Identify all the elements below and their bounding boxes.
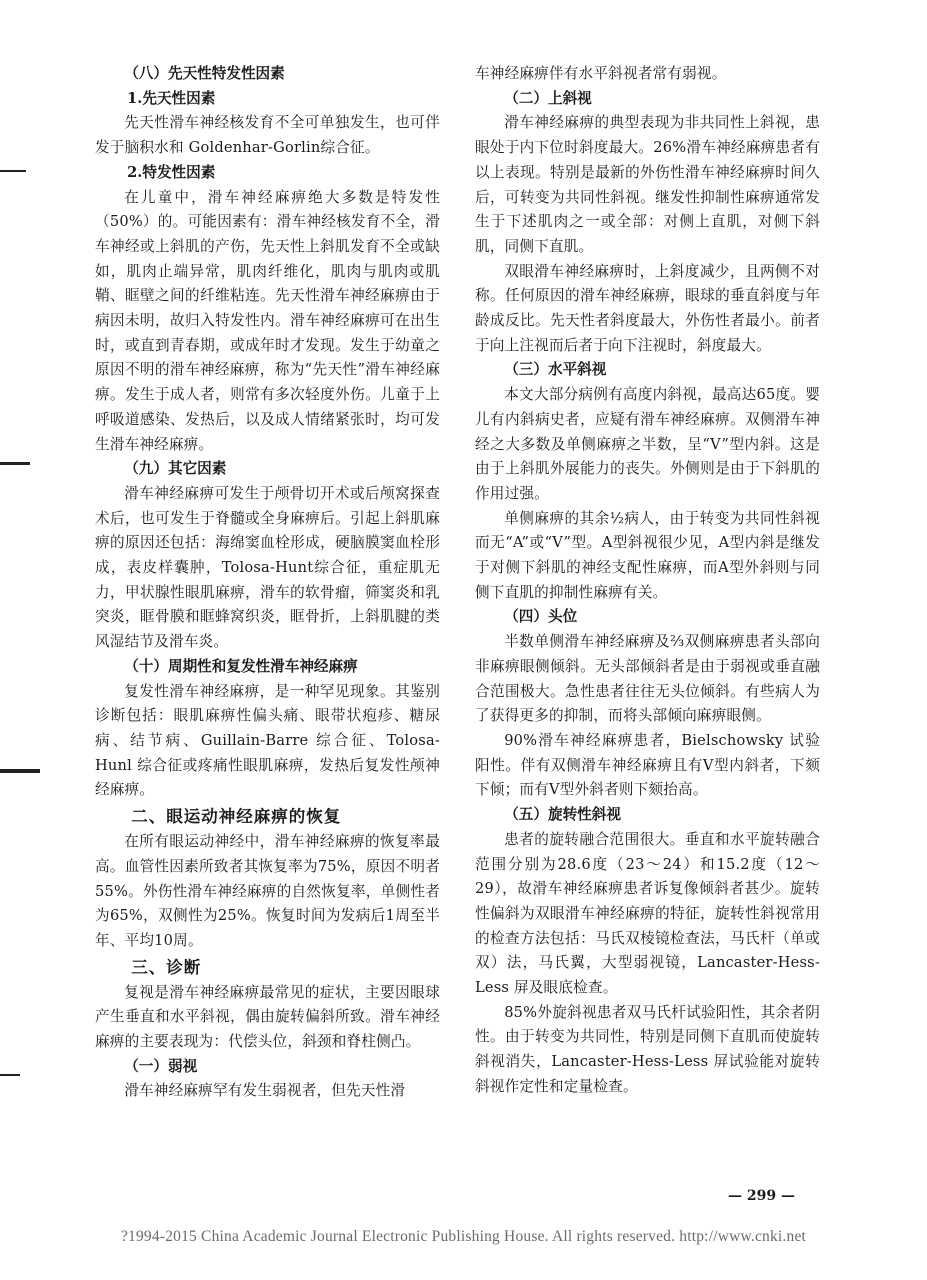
scan-margin-mark [0, 769, 40, 773]
subheading-congenital: 1.先天性因素 [127, 89, 216, 107]
paragraph-hypertropia-2: 双眼滑车神经麻痹时，上斜度减少，且两侧不对称。任何原因的滑车神经麻痹，眼球的垂直斜度与年龄成反比。先天性者斜度最大，外伤性者最小。前者于向上注视而后者于向下注视时，斜度最大。 [475, 262, 820, 354]
paragraph-recurrent: 复发性滑车神经麻痹，是一种罕见现象。其鉴别诊断包括：眼肌麻痹性偏头痛、眼带状疱疹、糖尿病、结节病、Guillain-Barre 综合征、Tolosa-Hunl 综合征或疼痛性眼肌麻痹，发热后复发性颅神经麻痹。 [95, 682, 440, 799]
section-diagnosis: 三、诊断 [131, 957, 202, 977]
paragraph-amblyopia-cont: 车神经麻痹伴有水平斜视者常有弱视。 [475, 65, 727, 82]
paragraph-head-position-1: 半数单侧滑车神经麻痹及⅔双侧麻痹患者头部向非麻痹眼侧倾斜。无头部倾斜者是由于弱视或垂直融合范围极大。急性患者往往无头位倾斜。有些病人为了获得更多的抑制，而将头部倾向麻痹眼侧。 [475, 633, 820, 725]
heading-other-factors: （九）其它因素 [124, 460, 227, 478]
paragraph-torsional-1: 患者的旋转融合范围很大。垂直和水平旋转融合范围分别为28.6度（23～24）和15.2度（12～29），故滑车神经麻痹患者诉复像倾斜者甚少。旋转性偏斜为双眼滑车神经麻痹的特征，旋转性斜视常用的检查方法包括：马氏双棱镜检查法，马氏杆（单或双）法，马氏翼，大型弱视镜，Lancaster-Hess-Less 屏及眼底检查。 [475, 830, 820, 997]
paragraph-diagnosis: 复视是滑车神经麻痹最常见的症状，主要因眼球产生垂直和水平斜视，偶由旋转偏斜所致。滑车神经麻痹的主要表现为：代偿头位，斜颈和脊柱侧凸。 [95, 983, 440, 1051]
right-column [475, 62, 820, 1100]
paragraph-horizontal-2: 单侧麻痹的其余½病人，由于转变为共同性斜视而无“A”或“V”型。A型斜视很少见，A型内斜是继发于对侧下斜肌的神经支配性麻痹，而A型外斜则与同侧下直肌的抑制性麻痹有关。 [475, 509, 820, 601]
section-recovery: 二、眼运动神经麻痹的恢复 [131, 807, 342, 827]
paragraph-congenital: 先天性滑车神经核发育不全可单独发生，也可伴发于脑积水和 Goldenhar-Gorlin综合征。 [95, 114, 440, 157]
copyright-footer: ?1994-2015 China Academic Journal Electronic Publishing House. All rights reserved. http://www.cnki.net [120, 1228, 807, 1245]
left-column [95, 62, 440, 1104]
heading-horizontal-strabismus: （三）水平斜视 [504, 361, 607, 379]
scan-margin-mark [0, 1074, 20, 1076]
heading-torsional: （五）旋转性斜视 [504, 806, 621, 824]
subheading-idiopathic: 2.特发性因素 [127, 163, 216, 181]
heading-head-position: （四）头位 [504, 608, 578, 626]
paragraph-horizontal-1: 本文大部分病例有高度内斜视，最高达65度。婴儿有内斜病史者，应疑有滑车神经麻痹。双侧滑车神经之大多数及单侧麻痹之半数，呈“V”型内斜。这是由于上斜肌外展能力的丧失。外侧则是由于下斜肌的作用过强。 [475, 386, 820, 502]
page-number: — 299 — [728, 1188, 795, 1204]
scan-margin-mark [0, 170, 26, 172]
heading-amblyopia: （一）弱视 [124, 1057, 198, 1075]
paragraph-idiopathic: 在儿童中，滑车神经麻痹绝大多数是特发性（50%）的。可能因素有：滑车神经核发育不全，滑车神经或上斜肌的产伤，先天性上斜肌发育不全或缺如，肌肉止端异常，肌肉纤维化，肌肉与肌肉或肌鞘、眶壁之间的纤维粘连。先天性滑车神经麻痹由于病因未明，故归入特发性内。滑车神经麻痹可在出生时，或直到青春期，或成年时才发现。发生于幼童之原因不明的滑车神经麻痹，称为“先天性”滑车神经麻痹。发生于成人者，则常有多次轻度外伤。儿童于上呼吸道感染、发热后，以及成人情绪紧张时，均可发生滑车神经麻痹。 [95, 188, 440, 453]
scan-margin-mark [0, 462, 30, 465]
paragraph-torsional-2: 85%外旋斜视患者双马氏杆试验阳性，其余者阴性。由于转变为共同性，特别是同侧下直肌而使旋转斜视消失，Lancaster-Hess-Less 屏试验能对旋转斜视作定性和定量检查。 [475, 1003, 820, 1095]
heading-recurrent: （十）周期性和复发性滑车神经麻痹 [124, 657, 358, 675]
paragraph-other-factors: 滑车神经麻痹可发生于颅骨切开术或后颅窝探查术后，也可发生于脊髓或全身麻痹后。引起上斜肌麻痹的原因还包括：海绵窦血栓形成，硬脑膜窦血栓形成，表皮样囊肿，Tolosa-Hunt综合征，重症肌无力，甲状腺性眼肌麻痹，滑车的软骨瘤，筛窦炎和乳突炎，眶骨膜和眶蜂窝织炎，眶骨折，上斜肌腱的类风湿结节及滑车炎。 [95, 484, 440, 651]
paragraph-head-position-2: 90%滑车神经麻痹患者，Bielschowsky 试验阳性。伴有双侧滑车神经麻痹且有V型内斜者，下颏下倾；而有V型外斜者则下颏抬高。 [475, 731, 820, 799]
heading-hypertropia: （二）上斜视 [504, 89, 592, 107]
paragraph-hypertropia-1: 滑车神经麻痹的典型表现为非共同性上斜视，患眼处于内下位时斜度最大。26%滑车神经麻痹患者有以上表现。特别是最新的外伤性滑车神经麻痹时间久后，可转变为共同性斜视。继发性抑制性麻痹通常发生于下述肌肉之一或全部：对侧上直肌，对侧下斜肌，同侧下直肌。 [475, 114, 820, 255]
paragraph-amblyopia: 滑车神经麻痹罕有发生弱视者，但先天性滑 [124, 1082, 406, 1100]
paragraph-recovery: 在所有眼运动神经中，滑车神经麻痹的恢复率最高。血管性因素所致者其恢复率为75%，原因不明者55%。外伤性滑车神经麻痹的自然恢复率，单侧性者为65%，双侧性为25%。恢复时间为发病后1周至半年、平均10周。 [95, 833, 440, 949]
heading-congenital-idiopathic: （八）先天性特发性因素 [124, 65, 285, 82]
